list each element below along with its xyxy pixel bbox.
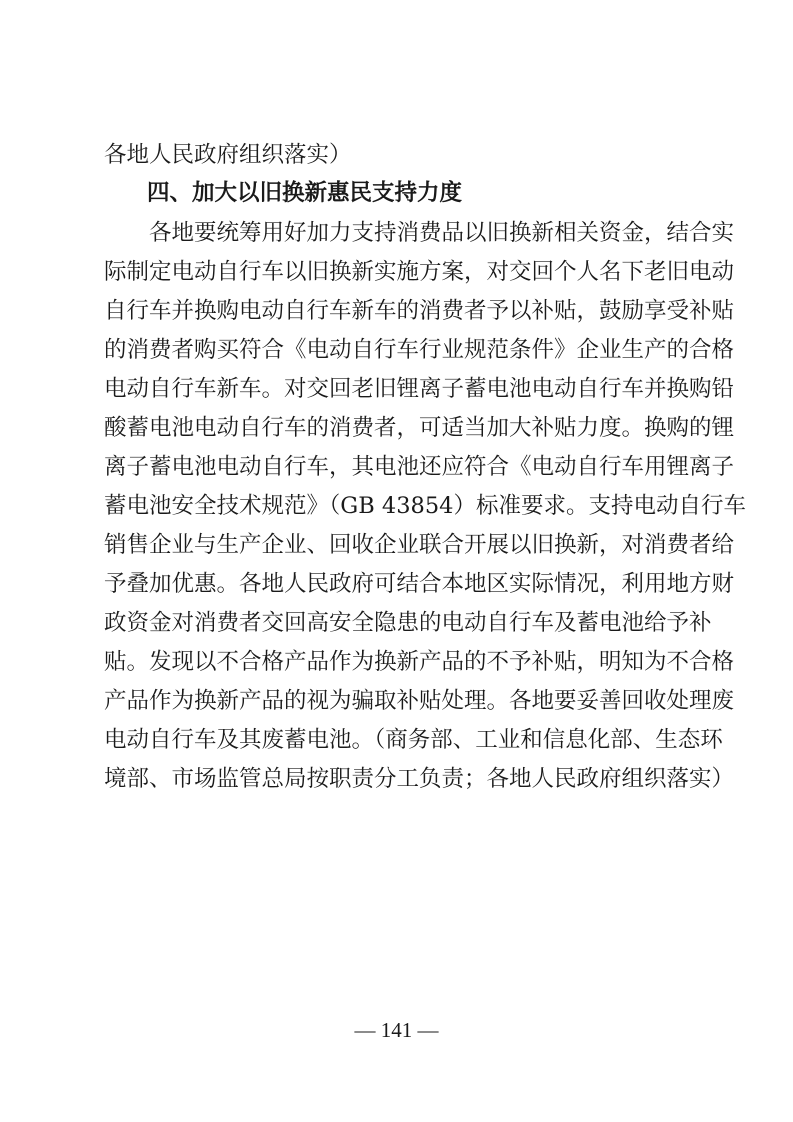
paragraph-line: 产品作为换新产品的视为骗取补贴处理。各地要妥善回收处理废 (104, 688, 735, 714)
paragraph-line: 离子蓄电池电动自行车，其电池还应符合《电动自行车用锂离子 (104, 454, 735, 480)
page-number: — 141 — (354, 1018, 439, 1042)
paragraph-line: 各地要统筹用好加力支持消费品以旧换新相关资金，结合实 (104, 220, 735, 246)
paragraph-line: 电动自行车新车。对交回老旧锂离子蓄电池电动自行车并换购铅 (104, 376, 735, 402)
paragraph-line: 蓄电池安全技术规范》（GB 43854）标准要求。支持电动自行车 (104, 493, 746, 519)
paragraph-line: 境部、市场监管总局按职责分工负责；各地人民政府组织落实） (104, 766, 735, 792)
continuation-line: 各地人民政府组织落实） (104, 142, 352, 168)
section-heading: 四、加大以旧换新惠民支持力度 (147, 180, 463, 206)
paragraph-line: 贴。发现以不合格产品作为换新产品的不予补贴，明知为不合格 (104, 649, 735, 675)
paragraph-line: 酸蓄电池电动自行车的消费者，可适当加大补贴力度。换购的锂 (104, 415, 735, 441)
paragraph-line: 电动自行车及其废蓄电池。（商务部、工业和信息化部、生态环 (104, 727, 723, 753)
paragraph-line: 的消费者购买符合《电动自行车行业规范条件》企业生产的合格 (104, 337, 735, 363)
paragraph-line: 销售企业与生产企业、回收企业联合开展以旧换新，对消费者给 (104, 532, 735, 558)
paragraph-line: 予叠加优惠。各地人民政府可结合本地区实际情况，利用地方财 (104, 571, 735, 597)
paragraph-line: 际制定电动自行车以旧换新实施方案，对交回个人名下老旧电动 (104, 259, 735, 285)
paragraph-line: 政资金对消费者交回高安全隐患的电动自行车及蓄电池给予补 (104, 610, 712, 636)
paragraph-line: 自行车并换购电动自行车新车的消费者予以补贴，鼓励享受补贴 (104, 298, 735, 324)
